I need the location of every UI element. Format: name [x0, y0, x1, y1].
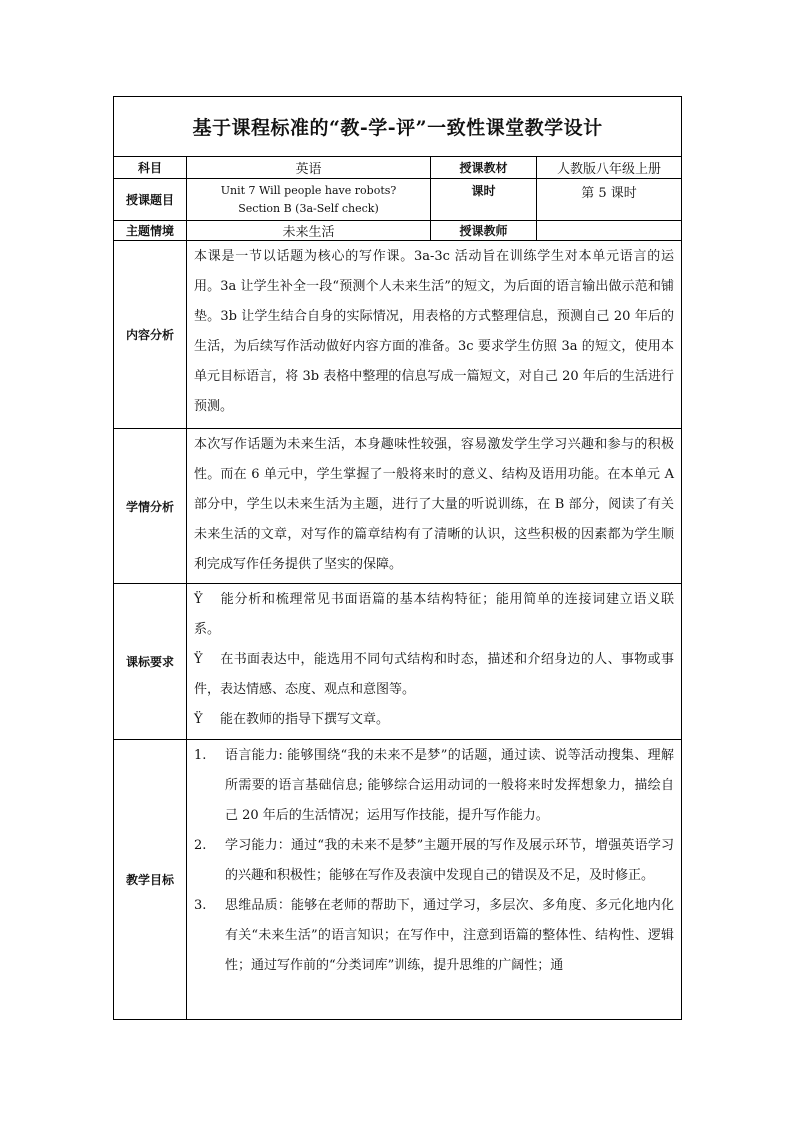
textbook-label: 授课教材 [431, 157, 537, 179]
topic-line-2: Section B (3a-Self check) [238, 201, 379, 215]
standard-item [194, 645, 674, 705]
topic-value [187, 179, 431, 221]
textbook-value: 人教版八年级上册 [537, 157, 682, 179]
learner-analysis-label: 学情分析 [114, 429, 187, 584]
objective-number: 3. [194, 898, 207, 913]
standards-label: 课标要求 [114, 584, 187, 740]
objective-number: 2. [194, 838, 207, 853]
standard-item [194, 585, 674, 645]
standards-list [187, 584, 682, 740]
objective-item [194, 741, 674, 831]
subject-label: 科目 [114, 157, 187, 179]
objective-item [194, 891, 674, 981]
bullet-marker: Ÿ [194, 712, 203, 727]
objective-text: 语言能力: 能够围绕“我的未来不是梦”的话题，通过读、说等活动搜集、理解所需要的语言基础信息; 能够综合运用动词的一般将来时发挥想象力，描绘自己 20 年后的生活情况；运用写作技能，提升写作能力。 [225, 748, 675, 823]
lesson-plan-document [113, 96, 681, 1020]
topic-line-1: Unit 7 Will people have robots? [220, 183, 397, 197]
standard-item-text: 能分析和梳理常见书面语篇的基本结构特征；能用简单的连接词建立语义联系。 [194, 592, 675, 637]
standard-item-text: 能在教师的指导下撰写文章。 [220, 712, 390, 727]
period-label: 课时 [431, 179, 537, 221]
objectives-label: 教学目标 [114, 740, 187, 1020]
lesson-plan-table [113, 96, 682, 1020]
document-title: 基于课程标准的“教-学-评”一致性课堂教学设计 [114, 97, 682, 157]
topic-label: 授课题目 [114, 179, 187, 221]
objectives-list [187, 740, 682, 1020]
bullet-marker: Ÿ [194, 592, 203, 607]
teacher-value [537, 221, 682, 241]
standard-item-text: 在书面表达中，能选用不同句式结构和时态，描述和介绍身边的人、事物或事件，表达情感、态度、观点和意图等。 [194, 652, 675, 697]
period-value: 第 5 课时 [537, 179, 682, 221]
standard-item [194, 705, 674, 735]
objective-text: 思维品质：能够在老师的帮助下，通过学习，多层次、多角度、多元化地内化有关“未来生活”的语言知识；在写作中，注意到语篇的整体性、结构性、逻辑性；通过写作前的“分类词库”训练，提升思维的广阔性；通 [225, 898, 675, 973]
objective-number: 1. [194, 748, 207, 763]
content-analysis-label: 内容分析 [114, 241, 187, 429]
teacher-label: 授课教师 [431, 221, 537, 241]
theme-value: 未来生活 [187, 221, 431, 241]
learner-analysis-text: 本次写作话题为未来生活，本身趣味性较强，容易激发学生学习兴趣和参与的积极性。而在 6 单元中，学生掌握了一般将来时的意义、结构及语用功能。在本单元 A 部分中，学生以未来生活为主题，进行了大量的听说训练，在 B 部分，阅读了有关未来生活的文章，对写作的篇章结构有了清晰的认识，这些积极的因素都为学生顺利完成写作任务提供了坚实的保障。 [187, 429, 682, 584]
bullet-marker: Ÿ [194, 652, 203, 667]
objective-item [194, 831, 674, 891]
theme-label: 主题情境 [114, 221, 187, 241]
content-analysis-text: 本课是一节以话题为核心的写作课。3a-3c 活动旨在训练学生对本单元语言的运用。3a 让学生补全一段“预测个人未来生活”的短文，为后面的语言输出做示范和铺垫。3b 让学生结合自身的实际情况，用表格的方式整理信息，预测自己 20 年后的生活，为后续写作活动做好内容方面的准备。3c 要求学生仿照 3a 的短文，使用本单元目标语言，将 3b 表格中整理的信息写成一篇短文，对自己 20 年后的生活进行预测。 [187, 241, 682, 429]
objective-text: 学习能力：通过“我的未来不是梦”主题开展的写作及展示环节，增强英语学习的兴趣和积极性；能够在写作及表演中发现自己的错误及不足，及时修正。 [225, 838, 675, 883]
subject-value: 英语 [187, 157, 431, 179]
